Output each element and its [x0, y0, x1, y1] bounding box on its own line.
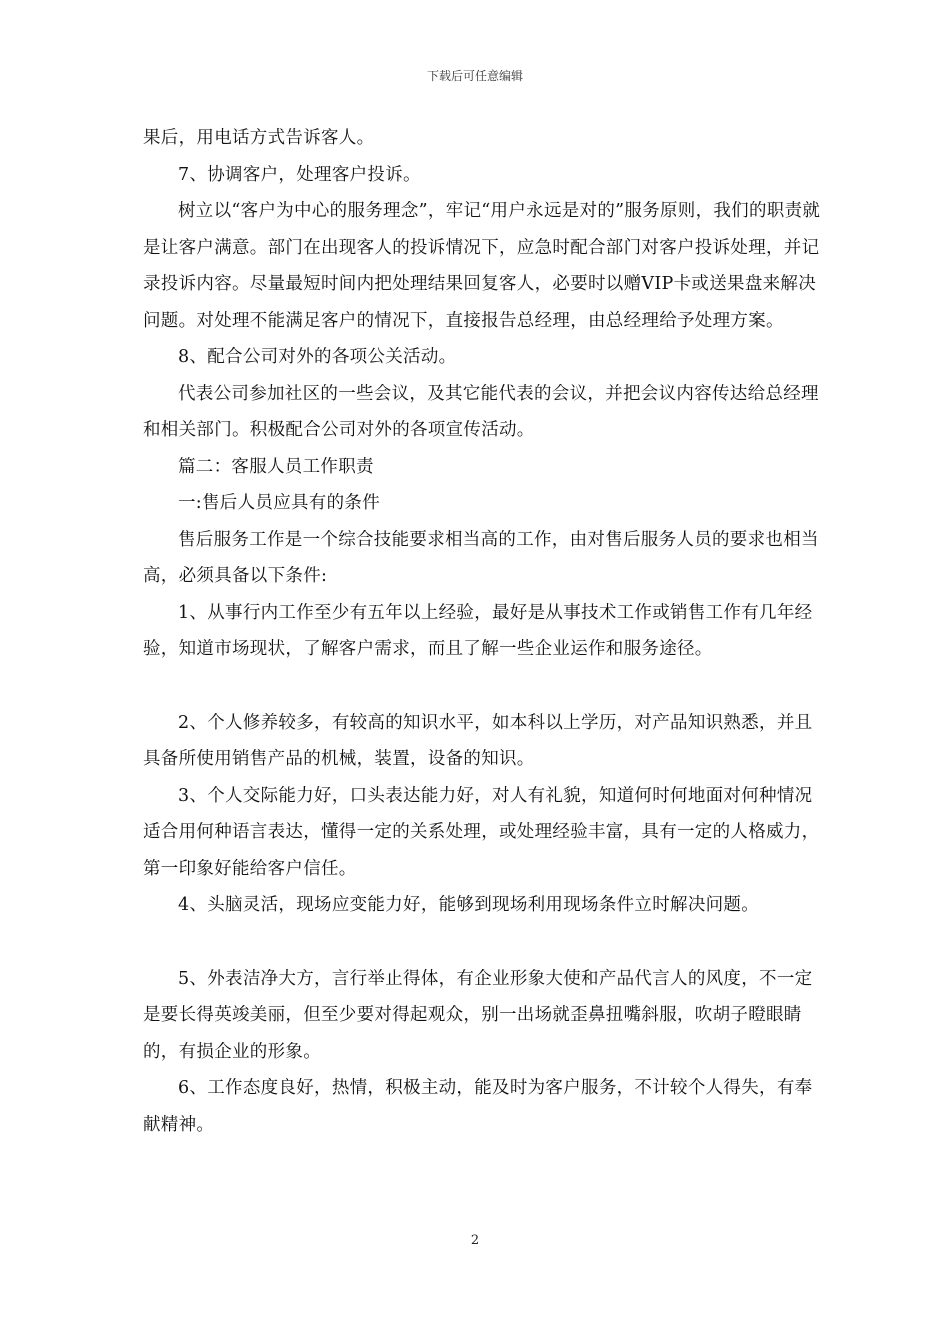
list-item: 6、工作态度良好，热情，积极主动，能及时为客户服务，不计较个人得失，有奉献精神。: [143, 1078, 813, 1135]
paragraph: 果后，用电话方式告诉客人。: [143, 128, 375, 148]
list-item: 1、从事行内工作至少有五年以上经验，最好是从事技术工作或销售工作有几年经验，知道市场现状，了解客户需求，而且了解一些企业运作和服务途径。: [143, 602, 813, 659]
list-item: 4、头脑灵活，现场应变能力好，能够到现场利用现场条件立时解决问题。: [178, 895, 760, 915]
paragraph: 代表公司参加社区的一些会议，及其它能代表的会议，并把会议内容传达给总经理和相关部门。积极配合公司对外的各项宣传活动。: [143, 383, 819, 440]
page-number: 2: [470, 1233, 480, 1248]
subsection-title: 一:售后人员应具有的条件: [178, 493, 380, 513]
list-item: 5、外表洁净大方，言行举止得体，有企业形象大使和产品代言人的风度，不一定是要长得英竣美丽，但至少要对得起观众，别一出场就歪鼻扭嘴斜服，吹胡子瞪眼睛的，有损企业的形象。: [143, 968, 813, 1062]
spacer: [143, 668, 823, 705]
list-item: 2、个人修养较多，有较高的知识水平，如本科以上学历，对产品知识熟悉，并且具备所使用销售产品的机械，装置，设备的知识。: [143, 712, 813, 769]
list-item: 3、个人交际能力好，口头表达能力好，对人有礼貌，知道何时何地面对何种情况适合用何种语言表达，懂得一定的关系处理，或处理经验丰富，具有一定的人格威力，第一印象好能给客户信任。: [143, 785, 820, 879]
spacer: [143, 924, 823, 961]
paragraph: 7、协调客户，处理客户投诉。: [178, 164, 421, 185]
document-body: [143, 120, 823, 1143]
page-header: 下载后可任意编辑: [426, 69, 523, 83]
paragraph: 8、配合公司对外的各项公关活动。: [178, 347, 457, 367]
paragraph: 树立以“客户为中心的服务理念”，牢记“用户永远是对的”服务原则，我们的职责就是让客户满意。部门在出现客人的投诉情况下，应急时配合部门对客户投诉处理，并记录投诉内容。尽量最短时间内把处理结果回复客人，必要时以赠VIP卡或送果盘来解决问题。对处理不能满足客户的情况下，直接报告总经理，由总经理给予处理方案。: [143, 201, 821, 331]
section-title: 篇二：客服人员工作职责: [178, 456, 374, 477]
paragraph: 售后服务工作是一个综合技能要求相当高的工作，由对售后服务人员的要求也相当高，必须具备以下条件:: [143, 529, 819, 586]
